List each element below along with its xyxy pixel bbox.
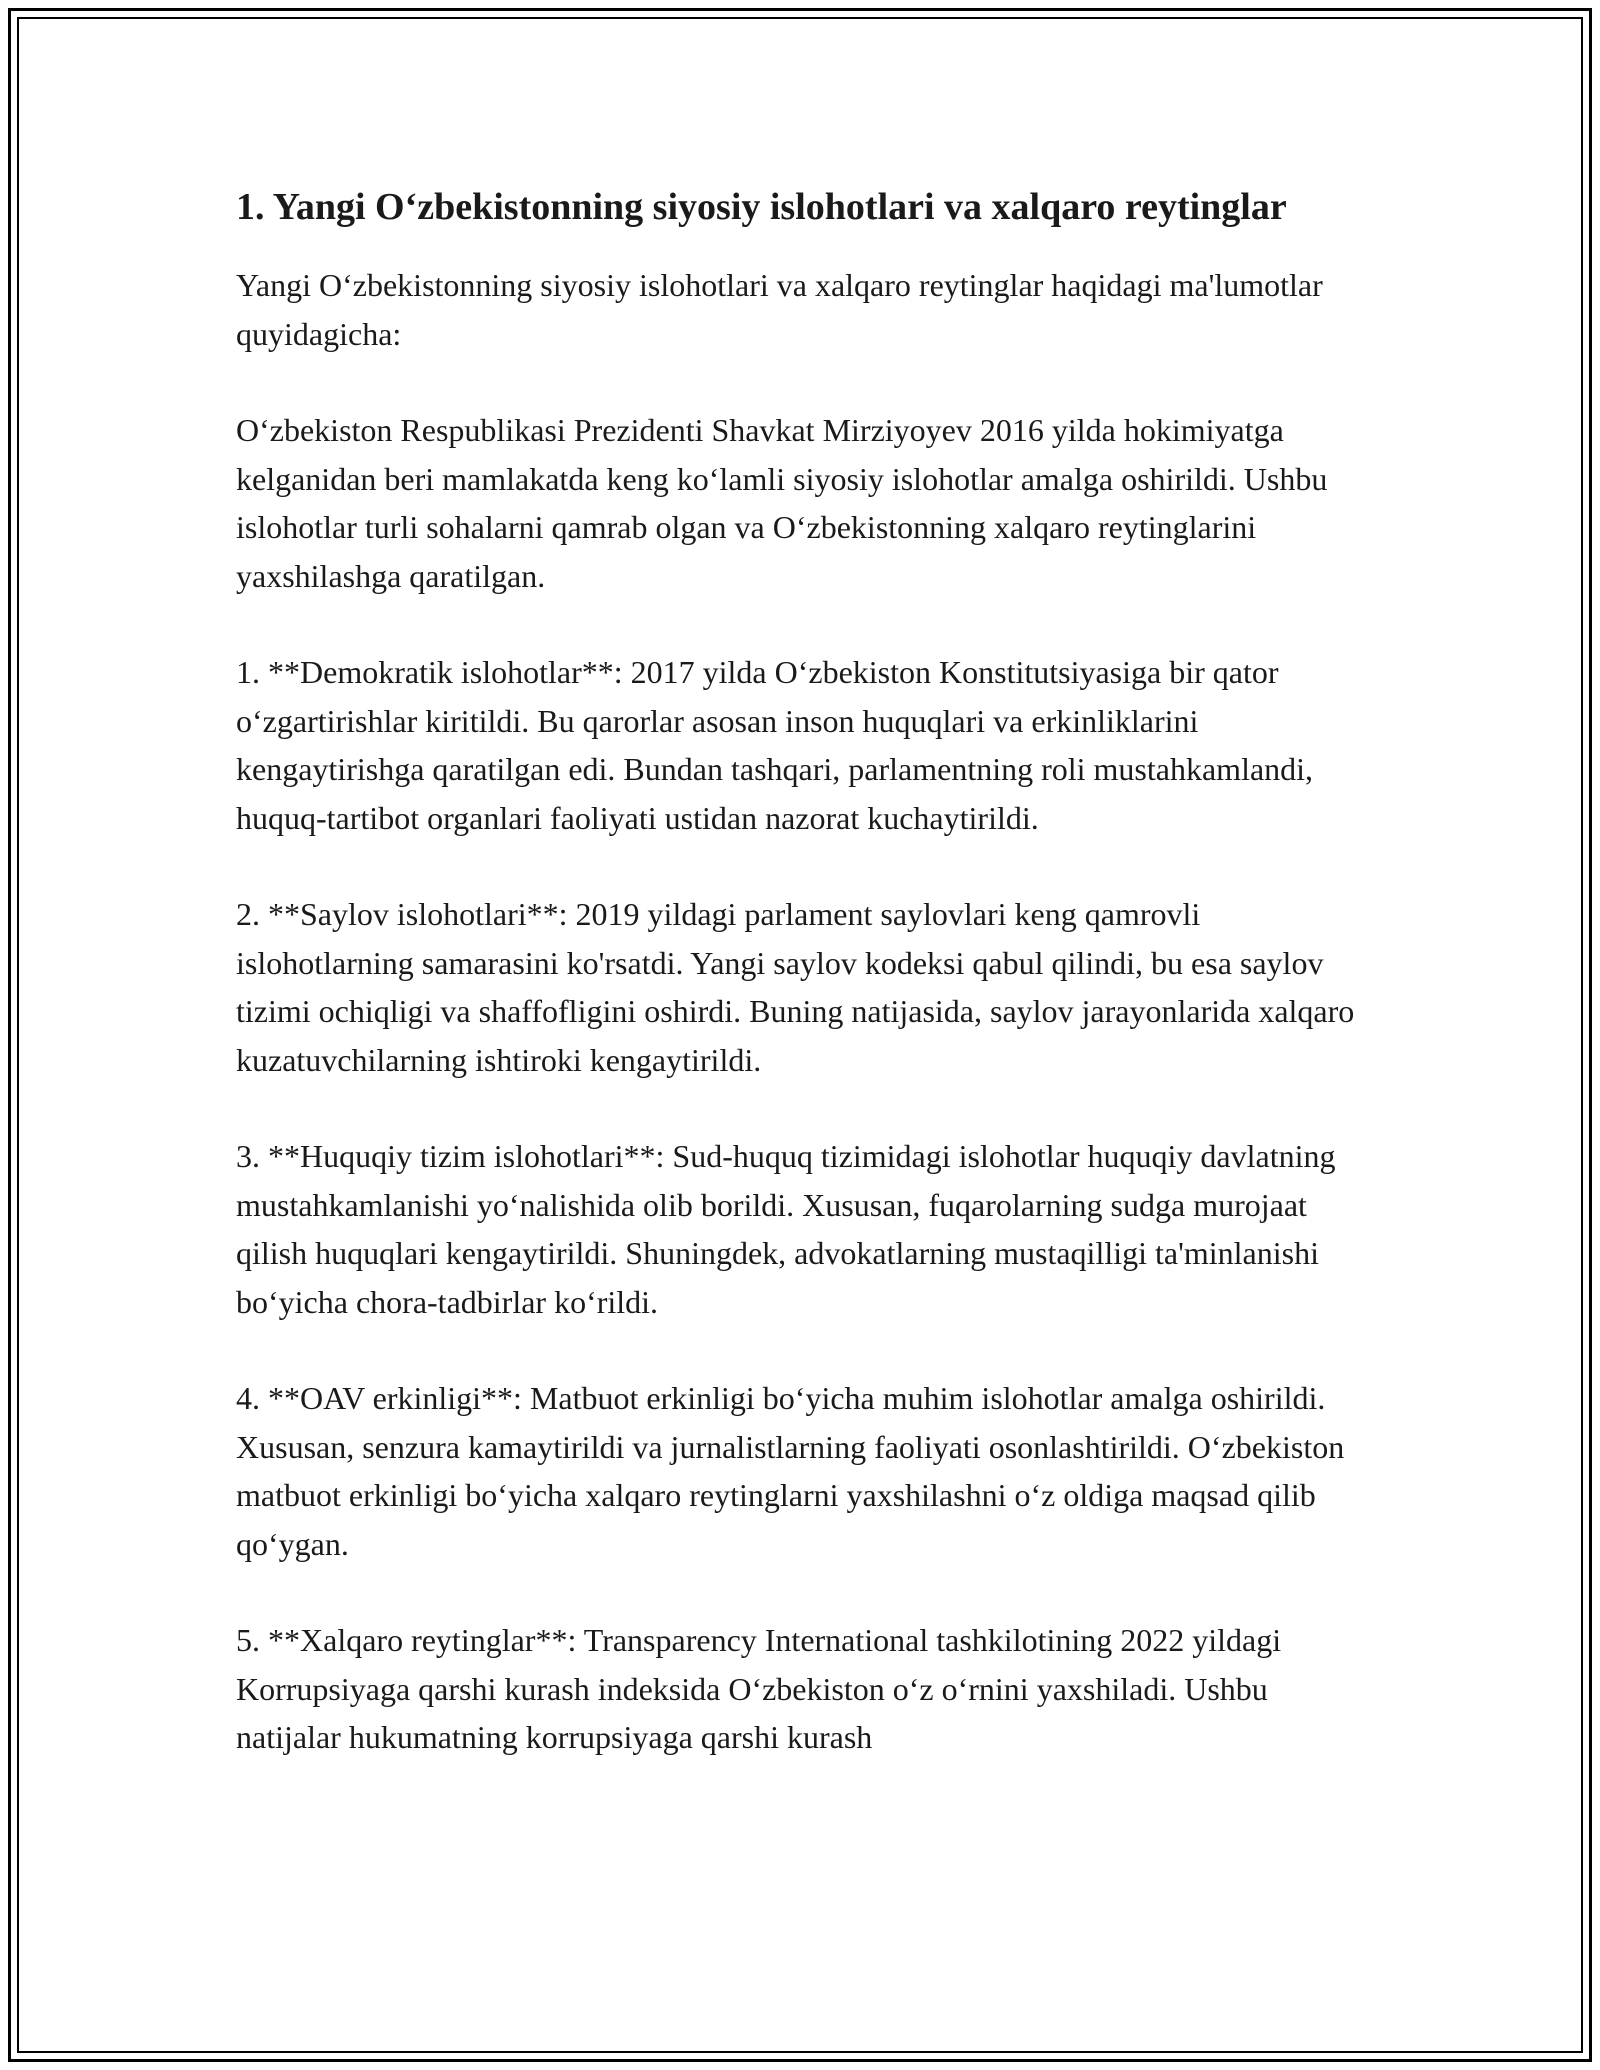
media-freedom-paragraph: 4. **OAV erkinligi**: Matbuot erkinligi bo‘yicha muhim islohotlar amalga oshirildi. Xususan, senzura kamaytirildi va jurnalistlarning faoliyati osonlashtirildi. O‘zbekiston matbuot erkinligi bo‘yicha xalqaro reytinglarni yaxshilashni o‘z oldiga maqsad qilib qo‘ygan. <box>236 1380 1345 1562</box>
legal-system-reforms-paragraph: 3. **Huquqiy tizim islohotlari**: Sud-huquq tizimidagi islohotlar huquqiy davlatning mustahkamlanishi yo‘nalishida olib borildi. Xususan, fuqarolarning sudga murojaat qilish huquqlari kengaytirildi. Shuningdek, advokatlarning mustaqilligi ta'minlanishi bo‘yicha chora-tadbirlar ko‘rildi. <box>236 1138 1336 1320</box>
election-reforms-paragraph: 2. **Saylov islohotlari**: 2019 yildagi parlament saylovlari keng qamrovli islohotlarning samarasini ko'rsatdi. Yangi saylov kodeksi qabul qilindi, bu esa saylov tizimi ochiqligi va shaffofligini oshirdi. Buning natijasida, saylov jarayonlarida xalqaro kuzatuvchilarning ishtiroki kengaytirildi. <box>236 896 1355 1078</box>
overview-paragraph: O‘zbekiston Respublikasi Prezidenti Shavkat Mirziyoyev 2016 yilda hokimiyatga kelganidan beri mamlakatda keng ko‘lamli siyosiy islohotlar amalga oshirildi. Ushbu islohotlar turli sohalarni qamrab olgan va O‘zbekistonning xalqaro reytinglarini yaxshilashga qaratilgan. <box>236 412 1328 594</box>
document-title: 1. Yangi O‘zbekistonning siyosiy islohotlari va xalqaro reytinglar <box>236 186 1287 228</box>
international-ratings-paragraph: 5. **Xalqaro reytinglar**: Transparency International tashkilotining 2022 yildagi Korrupsiyaga qarshi kurash indeksida O‘zbekiston o‘z o‘rnini yaxshiladi. Ushbu natijalar hukumatning korrupsiyaga qarshi kurash <box>236 1622 1282 1755</box>
document-body <box>236 180 1366 1810</box>
democratic-reforms-paragraph: 1. **Demokratik islohotlar**: 2017 yilda O‘zbekiston Konstitutsiyasiga bir qator o‘zgartirishlar kiritildi. Bu qarorlar asosan inson huquqlari va erkinliklarini kengaytirishga qaratilgan edi. Bundan tashqari, parlamentning roli mustahkamlandi, huquq-tartibot organlari faoliyati ustidan nazorat kuchaytirildi. <box>236 654 1314 836</box>
intro-paragraph: Yangi O‘zbekistonning siyosiy islohotlari va xalqaro reytinglar haqidagi ma'lumotlar quyidagicha: <box>236 267 1323 352</box>
